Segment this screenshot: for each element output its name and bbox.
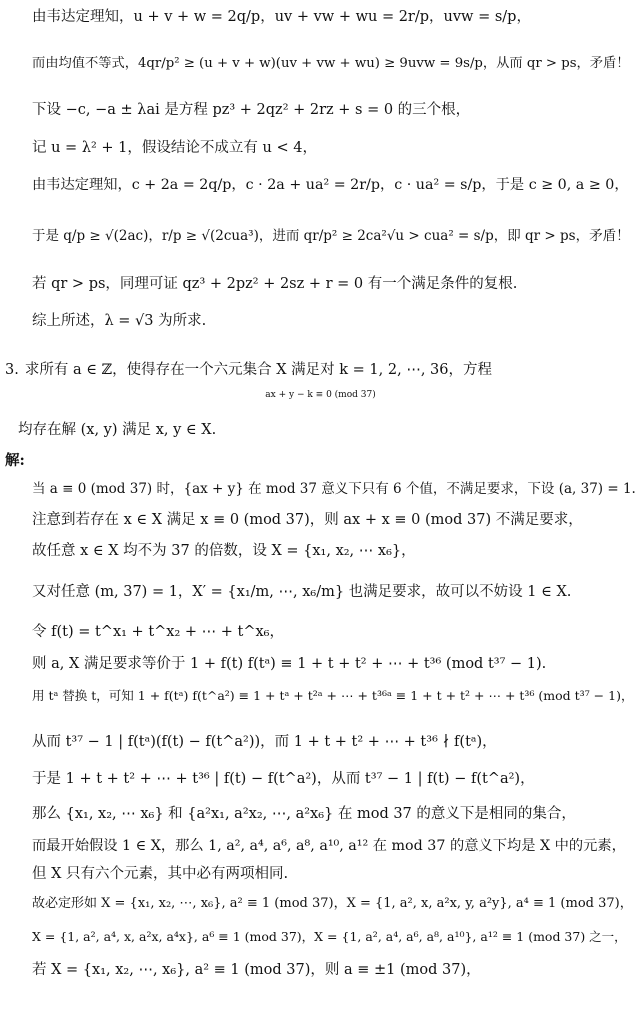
solution-line-15: 若 X = {x₁, x₂, ⋯, x₆}, a² ≡ 1 (mod 37)，则 a ≡ ±1 (mod 37)， (32, 962, 481, 978)
solution-line-11: 而最开始假设 1 ∈ X，那么 1, a², a⁴, a⁶, a⁸, a¹⁰, a¹² 在 mod 37 的意义下均是 X 中的元素， (32, 838, 626, 854)
conclusion-line: 综上所述，λ = √3 为所求. (32, 313, 207, 329)
problem-statement (5, 361, 492, 379)
am-gm-contradiction: 而由均值不等式，4qr/p² ≥ (u + v + w)(uv + vw + wu) ≥ 9uvw = 9s/p，从而 qr > ps，矛盾！ (32, 56, 630, 71)
solution-line-6: 则 a, X 满足要求等价于 1 + f(t) f(tᵃ) ≡ 1 + t + t² + ⋯ + t³⁶ (mod t³⁷ − 1). (32, 656, 547, 672)
problem-number: 3. (5, 362, 19, 378)
solution-line-10: 那么 {x₁, x₂, ⋯ x₆} 和 {a²x₁, a²x₂, ⋯, a²x₆} 在 mod 37 的意义下是相同的集合， (32, 806, 576, 822)
solution-line-12: 但 X 只有六个元素，其中必有两项相同. (32, 866, 289, 882)
solution-line-5: 令 f(t) = t^x₁ + t^x₂ + ⋯ + t^x₆， (32, 624, 284, 640)
second-contradiction: 于是 q/p ≥ √(2ac)，r/p ≥ √(2cua³)，进而 qr/p² ≥ 2ca²√u > cua² = s/p，即 qr > ps，矛盾！ (32, 228, 630, 244)
solution-line-3: 故任意 x ∈ X 均不为 37 的倍数，设 X = {x₁, x₂, ⋯ x₆}， (32, 543, 416, 559)
assumption-line: 记 u = λ² + 1，假设结论不成立有 u < 4， (32, 140, 317, 156)
solution-line-4: 又对任意 (m, 37) = 1，X′ = {x₁/m, ⋯, x₆/m} 也满足要求，故可以不妨设 1 ∈ X. (32, 584, 572, 600)
vieta-first-case: 由韦达定理知，u + v + w = 2q/p，uv + vw + wu = 2r/p，uvw = s/p， (32, 9, 531, 25)
solution-line-1: 当 a ≡ 0 (mod 37) 时，{ax + y} 在 mod 37 意义下只有 6 个值，不满足要求，下设 (a, 37) = 1. (32, 481, 636, 497)
vieta-second-case: 由韦达定理知，c + 2a = 2q/p，c · 2a + ua² = 2r/p，c · ua² = s/p，于是 c ≥ 0, a ≥ 0， (32, 177, 629, 193)
congruence-equation: ax + y − k ≡ 0 (mod 37) (265, 390, 376, 400)
solution-line-9: 于是 1 + t + t² + ⋯ + t³⁶ | f(t) − f(t^a²)，从而 t³⁷ − 1 | f(t) − f(t^a²)， (32, 771, 535, 787)
solution-condition: 均存在解 (x, y) 满足 x, y ∈ X. (18, 422, 217, 438)
problem-text: 求所有 a ∈ ℤ，使得存在一个六元集合 X 满足对 k = 1, 2, ⋯, 36，方程 (24, 362, 492, 378)
solution-line-8: 从而 t³⁷ − 1 | f(tᵃ)(f(t) − f(t^a²))，而 1 + t + t² + ⋯ + t³⁶ ∤ f(tᵃ)， (32, 734, 497, 750)
symmetric-case: 若 qr > ps，同理可证 qz³ + 2pz² + 2sz + r = 0 有一个满足条件的复根. (32, 276, 518, 292)
solution-heading: 解: (5, 452, 25, 469)
solution-line-14: X = {1, a², a⁴, x, a²x, a⁴x}, a⁶ ≡ 1 (mod 37)，X = {1, a², a⁴, a⁶, a⁸, a¹⁰}, a¹² ≡ 1 (mod 37) 之一， (32, 929, 627, 944)
solution-line-2: 注意到若存在 x ∈ X 满足 x ≡ 0 (mod 37)，则 ax + x ≡ 0 (mod 37) 不满足要求， (32, 512, 583, 528)
solution-line-13: 故必定形如 X = {x₁, x₂, ⋯, x₆}, a² ≡ 1 (mod 37)，X = {1, a², x, a²x, y, a²y}, a⁴ ≡ 1 (mod 37)， (32, 896, 633, 911)
solution-line-7: 用 tᵃ 替换 t，可知 1 + f(tᵃ) f(t^a²) ≡ 1 + tᵃ + t²ᵃ + ⋯ + t³⁶ᵃ ≡ 1 + t + t² + ⋯ + t³⁶ (mod t³⁷ − 1)， (32, 688, 634, 703)
second-case-roots: 下设 −c, −a ± λai 是方程 pz³ + 2qz² + 2rz + s = 0 的三个根， (32, 102, 471, 118)
